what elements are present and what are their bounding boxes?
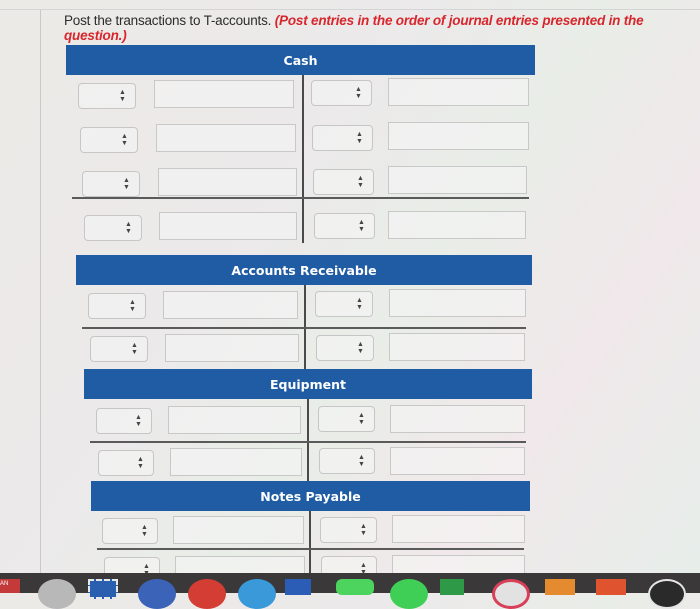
app-icon-red-label[interactable]	[0, 579, 20, 593]
credit-account-select[interactable]	[312, 125, 373, 151]
taccount-header: Notes Payable	[91, 481, 530, 511]
taccount-body	[84, 399, 532, 483]
instruction-note: (Post entries in the order of journal entries presented in the question.)	[64, 13, 644, 43]
dock-label: AN	[0, 581, 9, 587]
up-down-arrows-icon: ▲ ▼	[137, 456, 144, 470]
taccount-cash	[66, 45, 535, 243]
app-icon-safari[interactable]	[138, 579, 176, 609]
taccount-equipment	[84, 369, 532, 483]
debit-account-select[interactable]	[82, 171, 140, 197]
app-icon-red-round[interactable]	[188, 579, 226, 609]
up-down-arrows-icon: ▲ ▼	[121, 133, 128, 147]
up-down-arrows-icon: ▲ ▼	[131, 342, 138, 356]
up-down-arrows-icon: ▲	[143, 563, 150, 570]
balance-debit-select[interactable]	[90, 336, 148, 362]
debit-amount-input[interactable]	[158, 168, 297, 196]
credit-amount-input[interactable]	[388, 122, 529, 150]
balance-debit-amount-input[interactable]	[170, 448, 302, 476]
debit-account-select[interactable]	[102, 518, 158, 544]
credit-amount-input[interactable]	[388, 166, 527, 194]
taccount-vertical-line	[302, 75, 304, 243]
app-icon-mail[interactable]	[88, 579, 118, 599]
taccount-body	[66, 75, 535, 243]
instruction-text	[64, 13, 700, 43]
credit-account-select[interactable]	[315, 291, 373, 317]
credit-amount-input[interactable]	[390, 405, 525, 433]
debit-amount-input[interactable]	[173, 516, 304, 544]
balance-credit-select[interactable]	[319, 448, 375, 474]
debit-account-select[interactable]	[78, 83, 136, 109]
taccount-body	[76, 285, 532, 369]
taccount-accounts-receivable	[76, 255, 532, 369]
taccount-header: Equipment	[84, 369, 532, 399]
dock	[0, 573, 700, 593]
debit-amount-input[interactable]	[163, 291, 298, 319]
taccount-header: Cash	[66, 45, 535, 75]
debit-account-select[interactable]	[96, 408, 152, 434]
up-down-arrows-icon: ▲ ▼	[358, 219, 365, 233]
up-down-arrows-icon: ▲ ▼	[360, 523, 367, 537]
balance-divider	[97, 548, 524, 550]
balance-credit-amount-input[interactable]	[390, 447, 525, 475]
credit-account-select[interactable]	[311, 80, 372, 106]
up-down-arrows-icon: ▲ ▼	[129, 299, 136, 313]
app-icon-gray[interactable]	[38, 579, 76, 609]
up-down-arrows-icon: ▲ ▼	[356, 131, 363, 145]
balance-credit-select[interactable]	[314, 213, 375, 239]
debit-account-select[interactable]	[88, 293, 146, 319]
balance-divider	[90, 441, 526, 443]
debit-amount-input[interactable]	[156, 124, 296, 152]
debit-account-select[interactable]	[80, 127, 138, 153]
up-down-arrows-icon: ▲ ▼	[125, 221, 132, 235]
credit-amount-input[interactable]	[389, 289, 526, 317]
page-left-border	[40, 10, 41, 573]
app-icon-blue-round[interactable]	[238, 579, 276, 609]
debit-amount-input[interactable]	[154, 80, 294, 108]
balance-divider	[72, 197, 529, 199]
balance-debit-select[interactable]	[98, 450, 154, 476]
up-down-arrows-icon: ▲ ▼	[123, 177, 130, 191]
balance-debit-select[interactable]	[84, 215, 142, 241]
credit-amount-input[interactable]	[388, 78, 529, 106]
balance-divider	[82, 327, 526, 329]
app-icon-facetime[interactable]	[390, 579, 428, 609]
up-down-arrows-icon: ▲ ▼	[356, 297, 363, 311]
credit-account-select[interactable]	[318, 406, 375, 432]
page-top-border	[0, 9, 700, 10]
debit-amount-input[interactable]	[168, 406, 301, 434]
up-down-arrows-icon: ▲ ▼	[357, 341, 364, 355]
up-down-arrows-icon: ▲ ▼	[119, 89, 126, 103]
up-down-arrows-icon: ▲ ▼	[135, 414, 142, 428]
app-icon-music[interactable]	[492, 579, 530, 609]
up-down-arrows-icon: ▲ ▼	[355, 86, 362, 100]
app-icon-dark-round[interactable]	[648, 579, 686, 609]
credit-amount-input[interactable]	[392, 515, 525, 543]
credit-account-select[interactable]	[313, 169, 374, 195]
up-down-arrows-icon: ▲ ▼	[358, 412, 365, 426]
balance-debit-amount-input[interactable]	[159, 212, 297, 240]
instruction-main: Post the transactions to T-accounts.	[64, 13, 272, 28]
balance-credit-amount-input[interactable]	[388, 211, 526, 239]
balance-credit-select[interactable]	[316, 335, 374, 361]
up-down-arrows-icon: ▲	[360, 562, 367, 569]
balance-credit-amount-input[interactable]	[389, 333, 525, 361]
taccount-header: Accounts Receivable	[76, 255, 532, 285]
up-down-arrows-icon: ▲ ▼	[358, 454, 365, 468]
up-down-arrows-icon: ▲ ▼	[141, 524, 148, 538]
up-down-arrows-icon: ▲ ▼	[357, 175, 364, 189]
credit-account-select[interactable]	[320, 517, 377, 543]
balance-debit-amount-input[interactable]	[165, 334, 299, 362]
